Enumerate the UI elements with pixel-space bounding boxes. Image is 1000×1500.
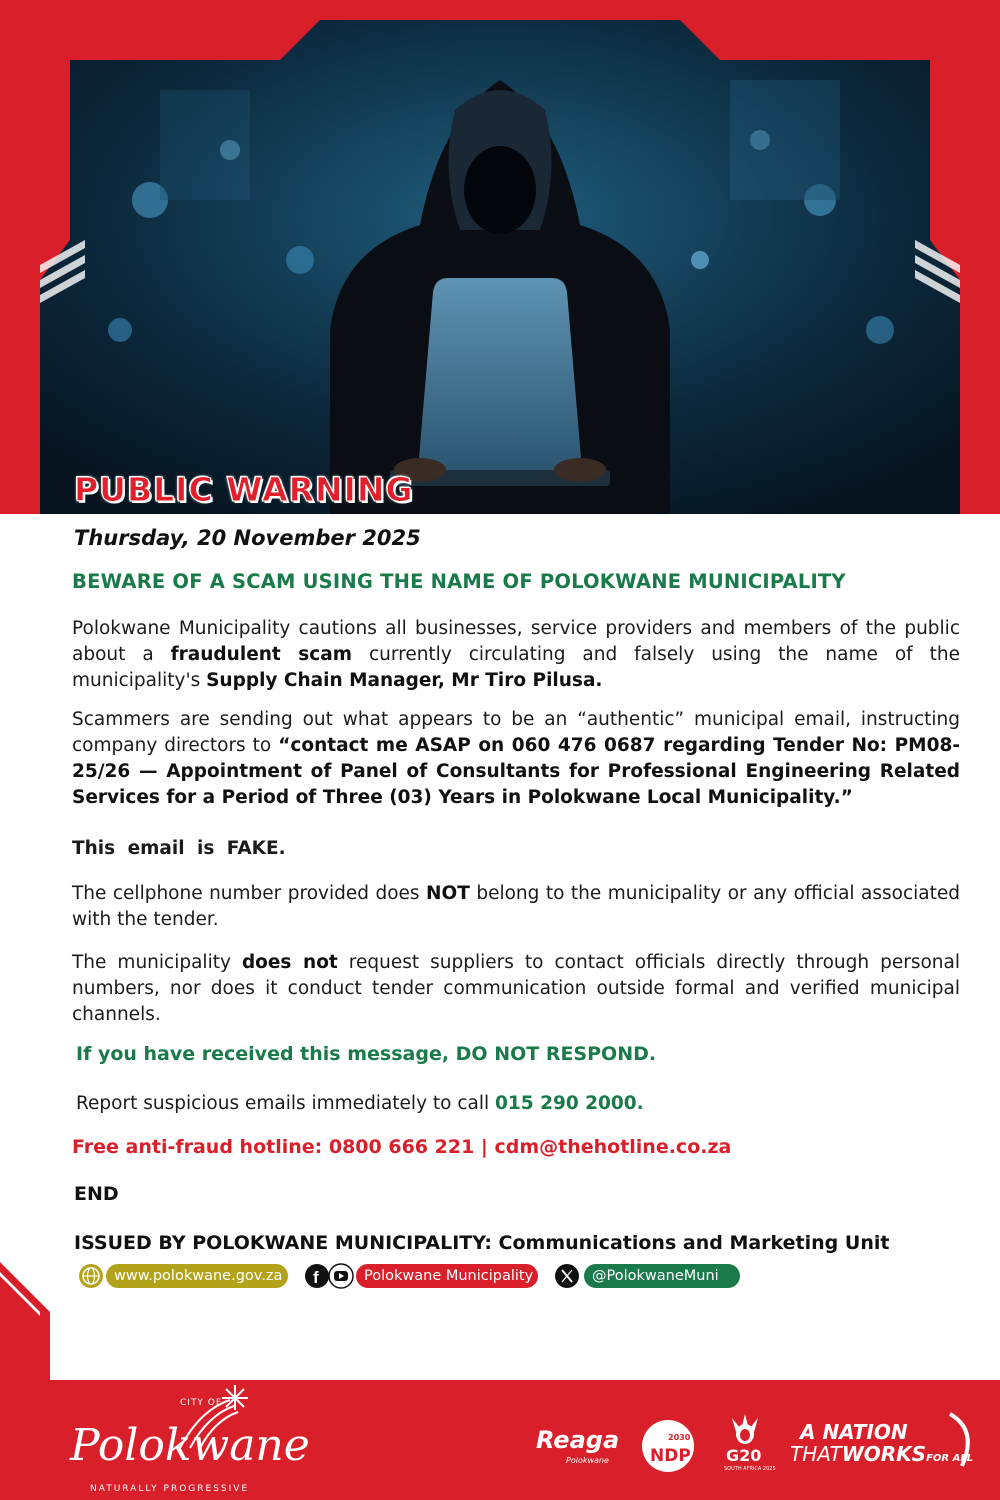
anti-fraud-hotline[interactable]: Free anti-fraud hotline: 0800 666 221 | cdm@thehotline.co.za	[72, 1136, 732, 1158]
slogan-arc	[948, 1410, 978, 1470]
paragraph-scammers	[72, 707, 960, 811]
paragraph-intro	[72, 616, 960, 694]
notice-date: Thursday, 20 November 2025	[74, 526, 421, 550]
reaga-logo: Reaga	[536, 1426, 620, 1454]
nation-forall: FOR ALL	[926, 1453, 974, 1464]
intro-fraud-bold: fraudulent scam	[170, 644, 352, 665]
logo-tagline: NATURALLY PROGRESSIVE	[90, 1484, 250, 1494]
youtube-icon	[328, 1263, 354, 1289]
policy-doesnot-bold: does not	[241, 952, 338, 973]
facebook-link[interactable]: Polokwane Municipality	[356, 1264, 538, 1288]
policy-text-a: The municipality	[72, 952, 242, 973]
facebook-icon	[304, 1263, 330, 1289]
public-warning-title: PUBLIC WARNING	[74, 470, 414, 509]
cell-not-bold: NOT	[426, 883, 470, 904]
nation-slogan-line1: A NATION	[800, 1420, 908, 1444]
report-line	[76, 1093, 644, 1114]
issued-by: ISSUED BY POLOKWANE MUNICIPALITY: Communications and Marketing Unit	[74, 1232, 890, 1254]
g20-sub: SOUTH AFRICA 2025	[724, 1466, 776, 1472]
svg-text:f: f	[313, 1268, 319, 1287]
nation-slogan-line2	[790, 1442, 973, 1466]
scam-text-a: Scammers are sending out what appears to be an “authentic” municipal email, instructing company directors to	[72, 709, 960, 756]
report-text: Report suspicious emails immediately to call	[76, 1093, 496, 1114]
x-twitter-icon	[554, 1263, 580, 1289]
report-number[interactable]: 015 290 2000.	[495, 1093, 644, 1114]
g20-logo: G20	[726, 1446, 762, 1465]
hero-banner	[0, 0, 1000, 514]
twitter-link[interactable]: @PolokwaneMuni	[584, 1264, 740, 1288]
city-of-label: CITY OF	[180, 1398, 223, 1408]
cell-text-a: The cellphone number provided does	[72, 883, 427, 904]
globe-icon	[78, 1263, 104, 1289]
nation-works: WORKS	[841, 1442, 927, 1466]
notice-headline: BEWARE OF A SCAM USING THE NAME OF POLOKWANE MUNICIPALITY	[72, 570, 846, 593]
fake-email-statement: This email is FAKE.	[72, 838, 286, 859]
intro-manager-bold: Supply Chain Manager, Mr Tiro Pilusa.	[206, 670, 603, 691]
policy-text-c: request suppliers to contact officials directly through personal numbers, nor does it conduct tender communication outside formal and verified municipal channels.	[72, 952, 960, 1025]
nation-that: THAT	[790, 1442, 842, 1466]
paragraph-cellphone	[72, 881, 960, 933]
reaga-sub: Polokwane	[566, 1456, 609, 1465]
corner-decoration	[0, 1262, 60, 1382]
paragraph-policy	[72, 950, 960, 1028]
ndp-text: NDP	[650, 1446, 691, 1466]
intro-text-c: currently circulating and falsely using the name of the municipality's	[72, 644, 960, 691]
protea-icon	[728, 1414, 762, 1446]
scam-quote-bold: “contact me ASAP on 060 476 0687 regarding Tender No: PM08-25/26 — Appointment of Panel of Consultants for Professional Engineering Related Services for a Period of Three (03) Years in Polokwane Local Municipality.”	[72, 735, 960, 808]
polokwane-logo-text: Polokwane	[70, 1420, 310, 1471]
do-not-respond: If you have received this message, DO NOT RESPOND.	[76, 1043, 657, 1065]
cell-text-c: belong to the municipality or any official associated with the tender.	[72, 883, 960, 930]
hacker-photo	[0, 0, 1000, 514]
website-link[interactable]: www.polokwane.gov.za	[106, 1264, 288, 1288]
intro-text-a: Polokwane Municipality cautions all businesses, service providers and members of the public about a	[72, 618, 960, 665]
end-marker: END	[74, 1183, 119, 1205]
ndp-year: 2030	[668, 1433, 691, 1442]
